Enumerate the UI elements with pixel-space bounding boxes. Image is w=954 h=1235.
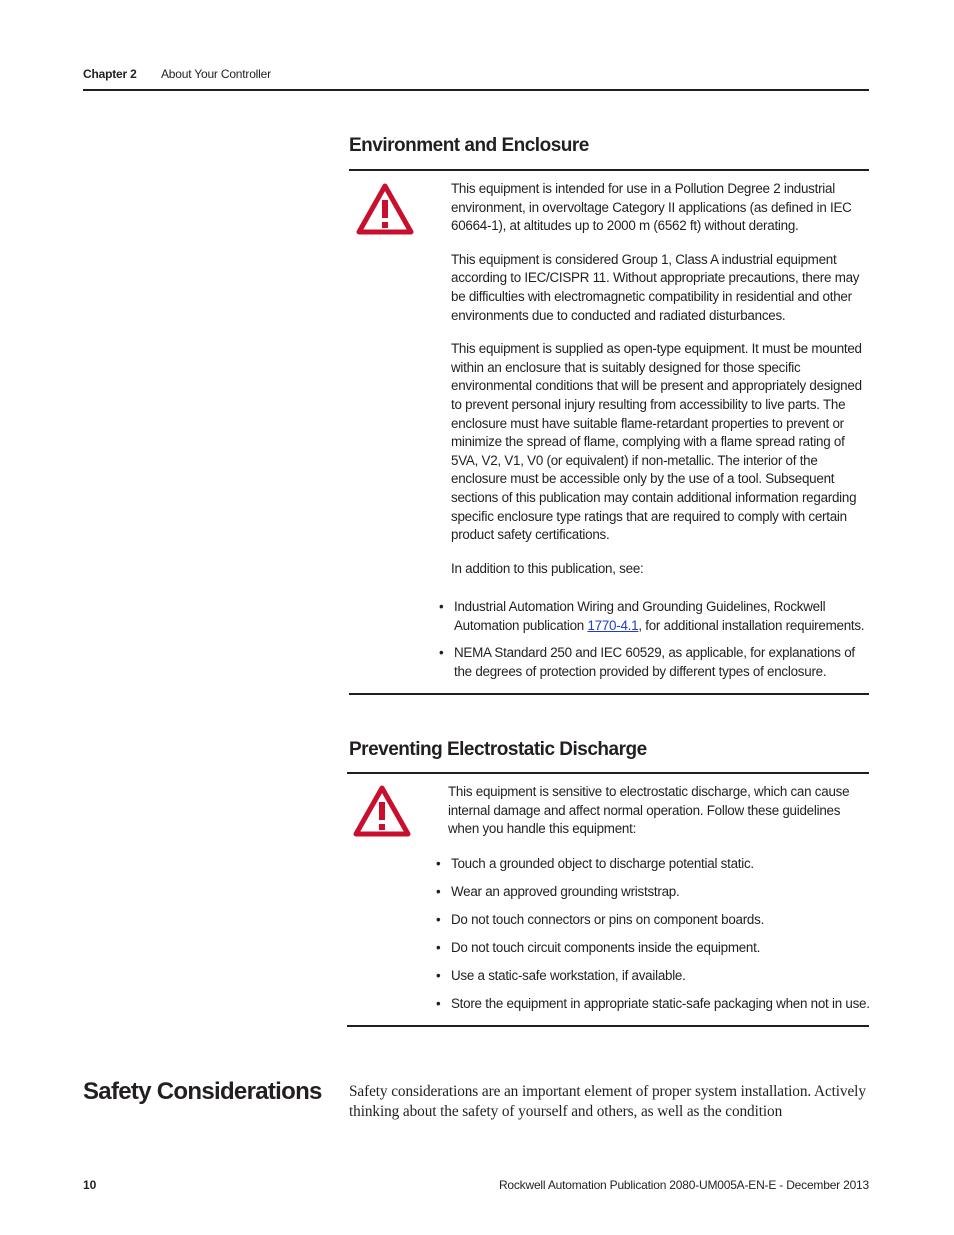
esd-top-rule [347, 772, 869, 774]
warning-triangle-icon [356, 183, 414, 235]
safety-body-text: Safety considerations are an important element of proper system installation. Actively thinking about the safety of yourself and others, as well as the condition [349, 1083, 866, 1120]
list-item [436, 911, 872, 930]
bullet-text: Do not touch circuit components inside the equipment. [451, 939, 761, 955]
chapter-label: Chapter 2 [83, 67, 137, 81]
bullet-dot: • [436, 911, 441, 927]
esd-bottom-rule [347, 1025, 869, 1027]
esd-intro: This equipment is sensitive to electrostatic discharge, which can cause internal damage and affect normal operation. Follow these guidelines when you handle this equipment: [448, 784, 850, 837]
bullet-text: Do not touch connectors or pins on component boards. [451, 911, 765, 927]
esd-guidelines-list [436, 855, 872, 1014]
environment-paragraph-1: This equipment is intended for use in a Pollution Degree 2 industrial environment, in overvoltage Category II applications (as defined in IEC 60664-1), at altitudes up to 2000 m (6562 ft) without derating. [451, 181, 852, 234]
esd-warning-text [448, 783, 870, 839]
list-item [436, 883, 872, 902]
environment-warning-icon [356, 183, 414, 240]
bullet-text: NEMA Standard 250 and IEC 60529, as applicable, for explanations of the degrees of protection provided by different types of enclosure. [454, 645, 855, 679]
environment-bottom-rule [349, 693, 869, 695]
esd-heading: Preventing Electrostatic Discharge [349, 739, 647, 760]
list-item [436, 995, 872, 1014]
bullet-text-before-link: Industrial Automation Wiring and Grounding Guidelines, Rockwell Automation publication [454, 599, 826, 633]
list-item [436, 939, 872, 958]
publication-info: Rockwell Automation Publication 2080-UM005A-EN-E - December 2013 [498, 1178, 869, 1192]
environment-reference-list [439, 598, 871, 681]
environment-heading: Environment and Enclosure [349, 135, 589, 156]
bullet-dot: • [436, 856, 441, 871]
bullet-text: Use a static-safe workstation, if available. [451, 967, 686, 983]
environment-top-rule [349, 169, 869, 171]
bullet-dot: • [436, 967, 441, 983]
bullet-text-after-link: , for additional installation requirements. [638, 617, 865, 633]
environment-warning-text [451, 180, 871, 578]
warning-triangle-icon [353, 785, 411, 837]
chapter-title: About Your Controller [161, 67, 271, 81]
environment-paragraph-3: This equipment is supplied as open-type equipment. It must be mounted within an enclosure that is suitably designed for those specific environmental conditions that will be present and appropriately designed to prevent personal injury resulting from accessibility to live parts. The enclosure must have suitable flame-retardant properties to prevent or minimize the spread of flame, complying with a flame spread rating of 5VA, V2, V1, V0 (or equivalent) if non-metallic. The interior of the enclosure must be accessible only by the use of a tool. Subsequent sections of this publication may contain additional information regarding specific enclosure type ratings that are required to comply with certain product safety certifications. [451, 341, 862, 543]
list-item [436, 967, 872, 986]
bullet-text: Wear an approved grounding wriststrap. [451, 883, 680, 899]
list-item [439, 644, 871, 681]
bullet-dot: • [439, 599, 444, 614]
bullet-dot: • [436, 883, 441, 899]
esd-warning-icon [353, 785, 411, 842]
environment-paragraph-2: This equipment is considered Group 1, Class A industrial equipment according to IEC/CISPR 11. Without appropriate precautions, there may be difficulties with electromagnetic compatibility in residential and other environments due to conducted and radiated disturbances. [451, 251, 860, 323]
safety-heading: Safety Considerations [83, 1078, 322, 1105]
list-item [439, 598, 871, 635]
bullet-dot: • [436, 995, 441, 1011]
bullet-dot: • [439, 645, 444, 661]
bullet-text: Store the equipment in appropriate static-safe packaging when not in use. [451, 995, 870, 1011]
bullet-dot: • [436, 939, 441, 955]
list-item [436, 855, 872, 874]
bullet-text: Touch a grounded object to discharge potential static. [451, 856, 754, 871]
header-rule [83, 89, 869, 91]
environment-paragraph-4: In addition to this publication, see: [451, 560, 644, 576]
publication-link[interactable]: 1770-4.1 [587, 617, 639, 633]
page-number: 10 [83, 1178, 97, 1192]
